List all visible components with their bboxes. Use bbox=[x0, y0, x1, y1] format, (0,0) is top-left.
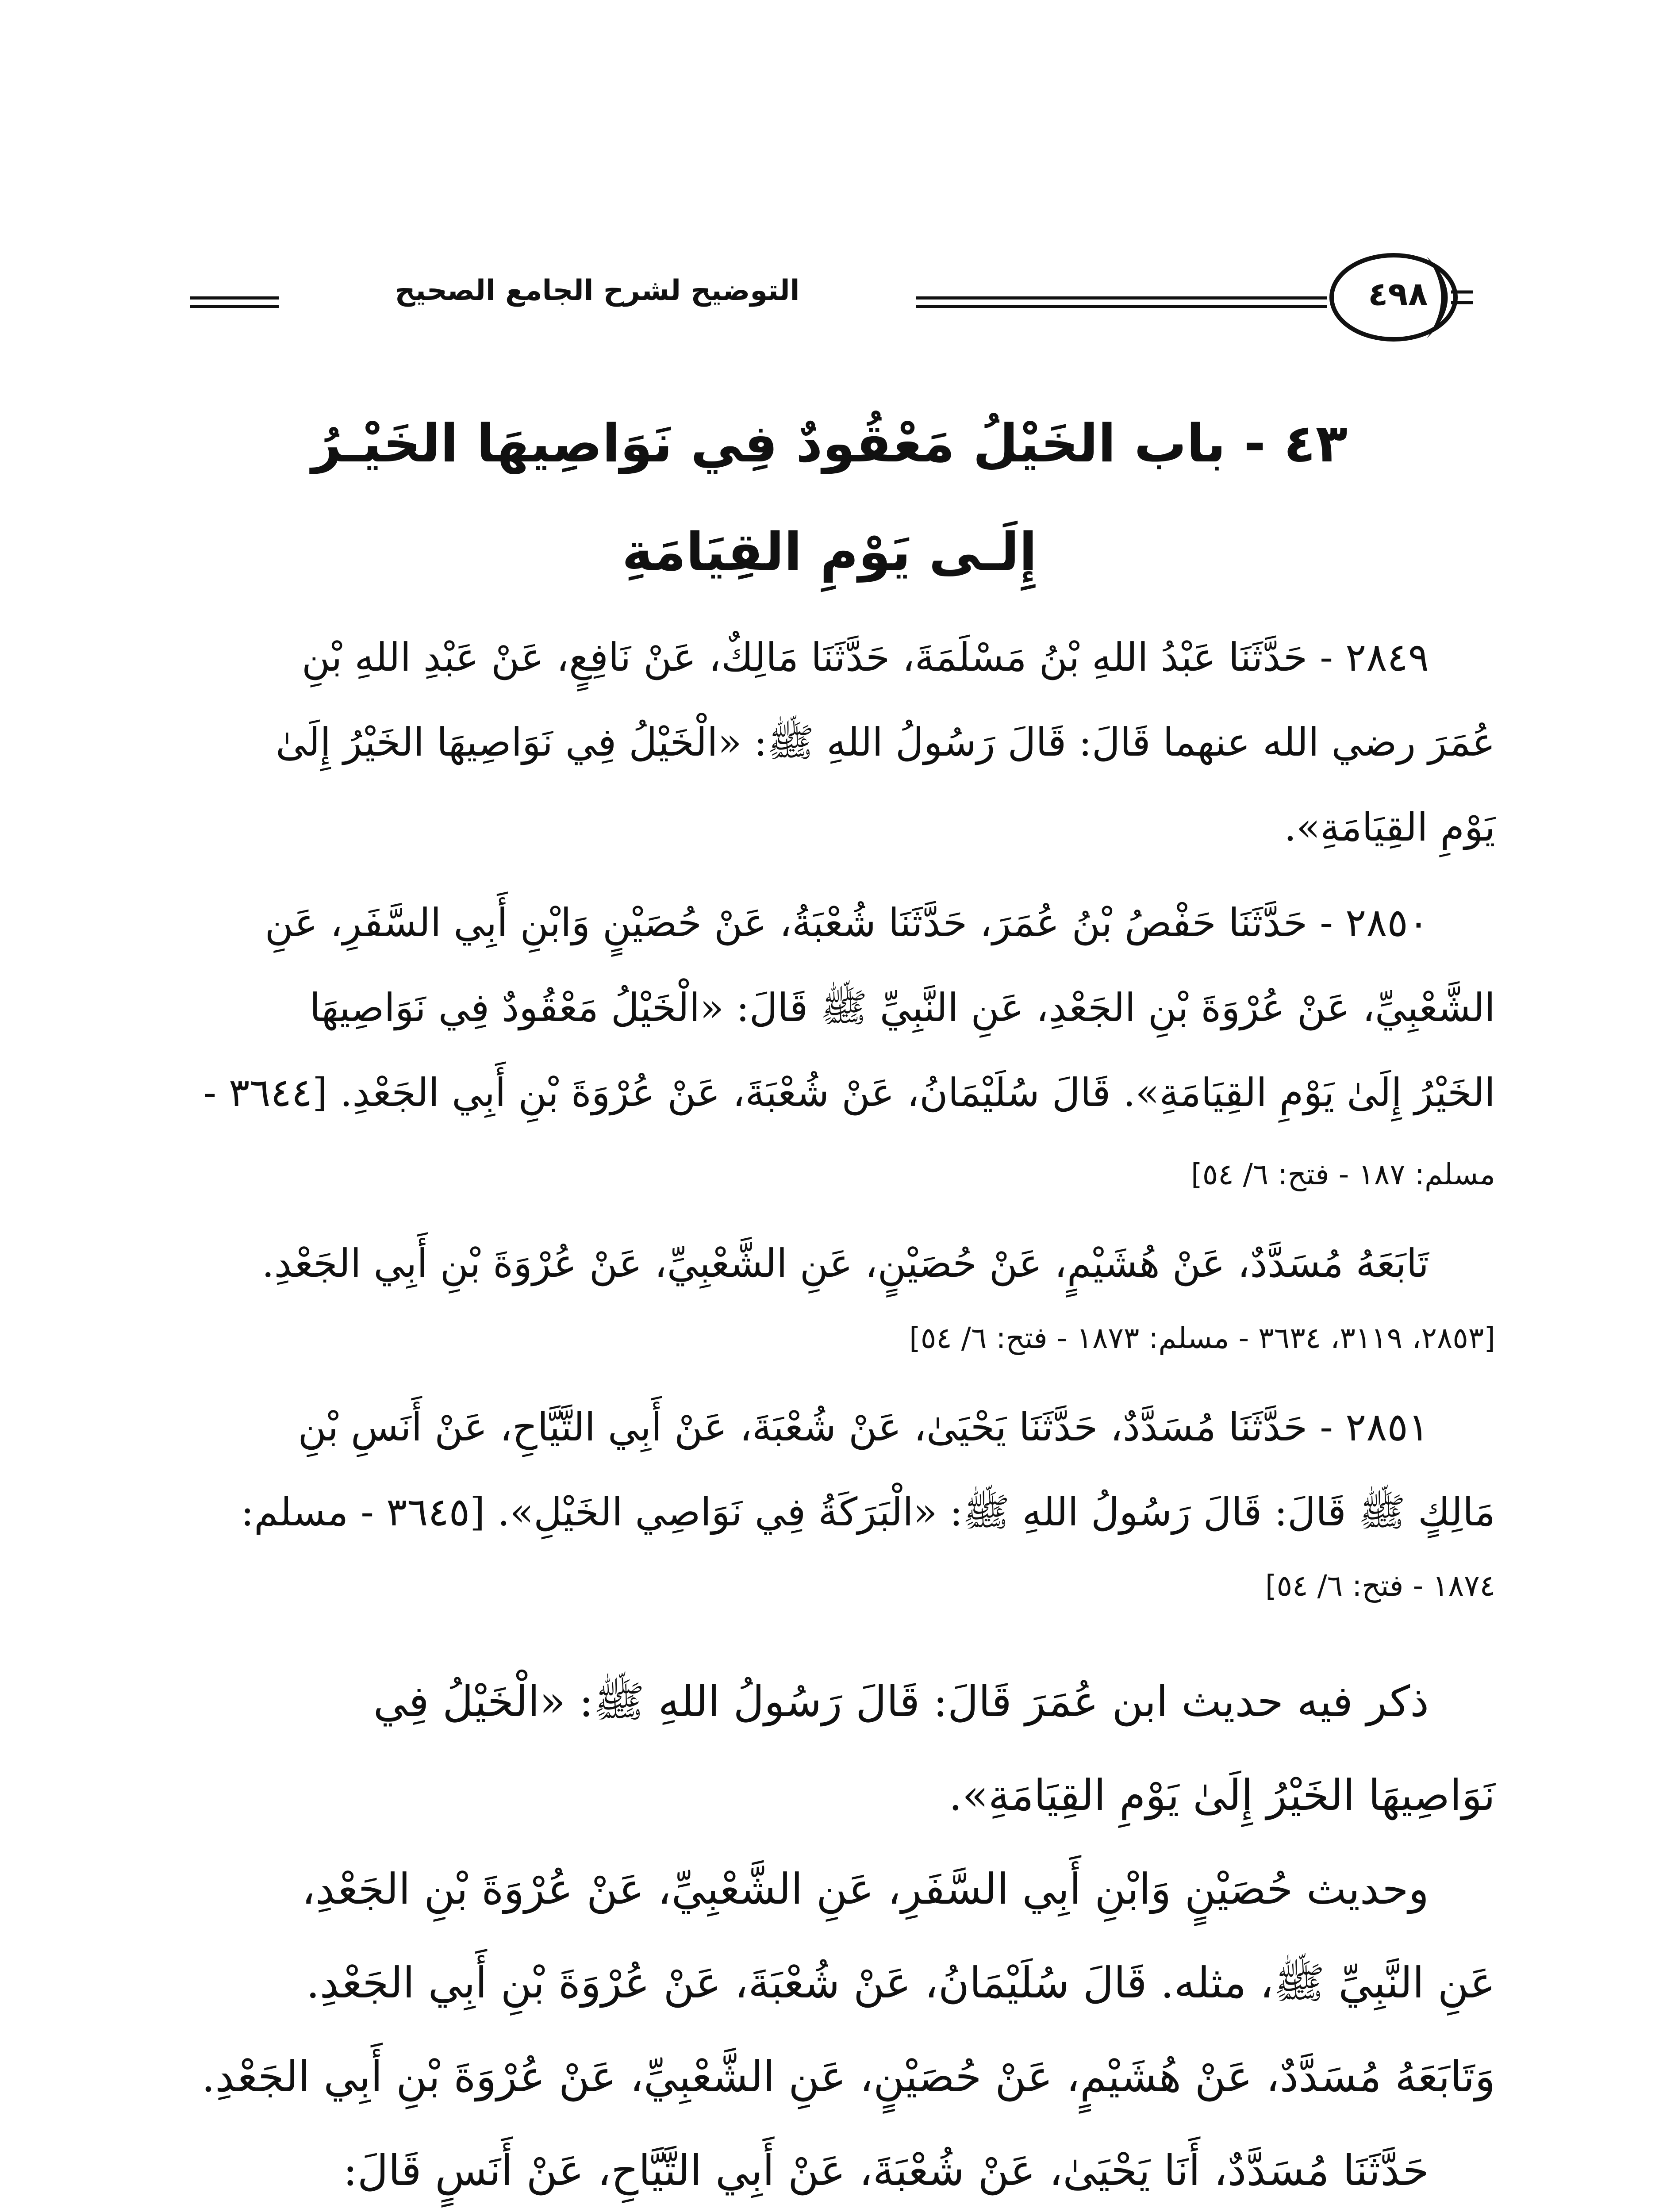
mutabaa-ref-line: [٢٨٥٣، ٣١١٩، ٣٦٣٤ - مسلم: ١٨٧٣ - فتح: ٦/ ٥٤] bbox=[909, 1321, 1495, 1355]
hadith-2851-line-2: مَالِكٍ ﷺ قَالَ: قَالَ رَسُولُ اللهِ ﷺ: «الْبَرَكَةُ فِي نَوَاصِي الخَيْلِ». [٣٦٤٥ - مسلم: bbox=[241, 1489, 1495, 1535]
hadith-2849 bbox=[150, 615, 1495, 870]
hadith-2851-line-1: ٢٨٥١ - حَدَّثَنَا مُسَدَّدٌ، حَدَّثَنَا يَحْيَىٰ، عَنْ شُعْبَةَ، عَنْ أَبِي التَّيَّاحِ، عَنْ أَنَسِ بْنِ bbox=[298, 1404, 1429, 1450]
book-title: التوضيح لشرح الجامع الصحيح bbox=[292, 274, 902, 307]
hadith-2850-line-1: ٢٨٥٠ - حَدَّثَنَا حَفْصُ بْنُ عُمَرَ، حَدَّثَنَا شُعْبَةُ، عَنْ حُصَيْنٍ وَابْنِ أَبِي السَّفَرِ، عَنِ bbox=[265, 900, 1429, 945]
commentary-p2-line-1: وحديث حُصَيْنٍ وَابْنِ أَبِي السَّفَرِ، عَنِ الشَّعْبِيِّ، عَنْ عُرْوَةَ بْنِ الجَعْدِ، bbox=[301, 1864, 1429, 1914]
mutabaa-reference bbox=[150, 1305, 1495, 1371]
commentary-p2-line-2: عَنِ النَّبِيِّ ﷺ، مثله. قَالَ سُلَيْمَانُ، عَنْ شُعْبَةَ، عَنْ عُرْوَةَ بْنِ أَبِي الجَعْدِ. bbox=[306, 1958, 1495, 2008]
commentary bbox=[150, 1655, 1495, 2212]
running-header bbox=[190, 248, 1486, 354]
hadith-2851-ref-line: ١٨٧٤ - فتح: ٦/ ٥٤] bbox=[1265, 1569, 1495, 1603]
chapter-heading-line-1: ٤٣ - باب الخَيْلُ مَعْقُودٌ فِي نَوَاصِيهَا الخَيْـرُ bbox=[311, 413, 1348, 474]
chapter-heading-line-2: إِلَـى يَوْمِ القِيَامَةِ bbox=[622, 521, 1037, 582]
commentary-p2-line-3: وَتَابَعَهُ مُسَدَّدٌ، عَنْ هُشَيْمٍ، عَنْ حُصَيْنٍ، عَنِ الشَّعْبِيِّ، عَنْ عُرْوَةَ بْنِ أَبِي الجَعْدِ. bbox=[201, 2052, 1495, 2101]
hadith-2849-line-1: ٢٨٤٩ - حَدَّثَنَا عَبْدُ اللهِ بْنُ مَسْلَمَةَ، حَدَّثَنَا مَالِكٌ، عَنْ نَافِعٍ، عَنْ عَبْدِ اللهِ بْنِ bbox=[301, 634, 1429, 680]
hadith-2850 bbox=[150, 880, 1495, 1135]
mutabaa bbox=[150, 1221, 1495, 1306]
hadith-2851-reference bbox=[150, 1553, 1495, 1619]
hadith-2850-reference bbox=[150, 1141, 1495, 1208]
hadith-2849-line-2: عُمَرَ رضي الله عنهما قَالَ: قَالَ رَسُولُ اللهِ ﷺ: «الْخَيْلُ فِي نَوَاصِيهَا الخَيْرُ إِلَىٰ bbox=[276, 719, 1495, 765]
commentary-p3-line-1: حَدَّثَنَا مُسَدَّدٌ، أَنَا يَحْيَىٰ، عَنْ شُعْبَةَ، عَنْ أَبِي التَّيَّاحِ، عَنْ أَنَسٍ قَالَ: bbox=[343, 2146, 1429, 2195]
header-rule-right bbox=[916, 296, 1327, 308]
commentary-p1-line-2: نَوَاصِيهَا الخَيْرُ إِلَىٰ يَوْمِ القِيَامَةِ». bbox=[949, 1770, 1495, 1820]
hadith-2850-ref-line: مسلم: ١٨٧ - فتح: ٦/ ٥٤] bbox=[1191, 1157, 1495, 1191]
hadith-2850-line-2: الشَّعْبِيِّ، عَنْ عُرْوَةَ بْنِ الجَعْدِ، عَنِ النَّبِيِّ ﷺ قَالَ: «الْخَيْلُ مَعْقُودٌ فِي نَوَاصِيهَا bbox=[309, 985, 1495, 1030]
page-number: ٤٩٨ bbox=[1368, 275, 1428, 313]
commentary-p1-line-1: ذكر فيه حديث ابن عُمَرَ قَالَ: قَالَ رَسُولُ اللهِ ﷺ: «الْخَيْلُ فِي bbox=[373, 1677, 1429, 1726]
hadith-2849-line-3: يَوْمِ القِيَامَةِ». bbox=[1284, 804, 1495, 850]
hadith-2851 bbox=[150, 1385, 1495, 1555]
page-number-badge bbox=[1323, 248, 1473, 347]
header-rule-left bbox=[190, 296, 279, 308]
hadith-2850-line-3: الخَيْرُ إِلَىٰ يَوْمِ القِيَامَةِ». قَالَ سُلَيْمَانُ، عَنْ شُعْبَةَ، عَنْ عُرْوَةَ بْنِ أَبِي الجَعْدِ. [٣٦٤٤ - bbox=[203, 1070, 1495, 1115]
chapter-heading bbox=[168, 389, 1491, 606]
mutabaa-line-1: تَابَعَهُ مُسَدَّدٌ، عَنْ هُشَيْمٍ، عَنْ حُصَيْنٍ، عَنِ الشَّعْبِيِّ، عَنْ عُرْوَةَ بْنِ أَبِي الجَعْدِ. bbox=[261, 1240, 1429, 1286]
